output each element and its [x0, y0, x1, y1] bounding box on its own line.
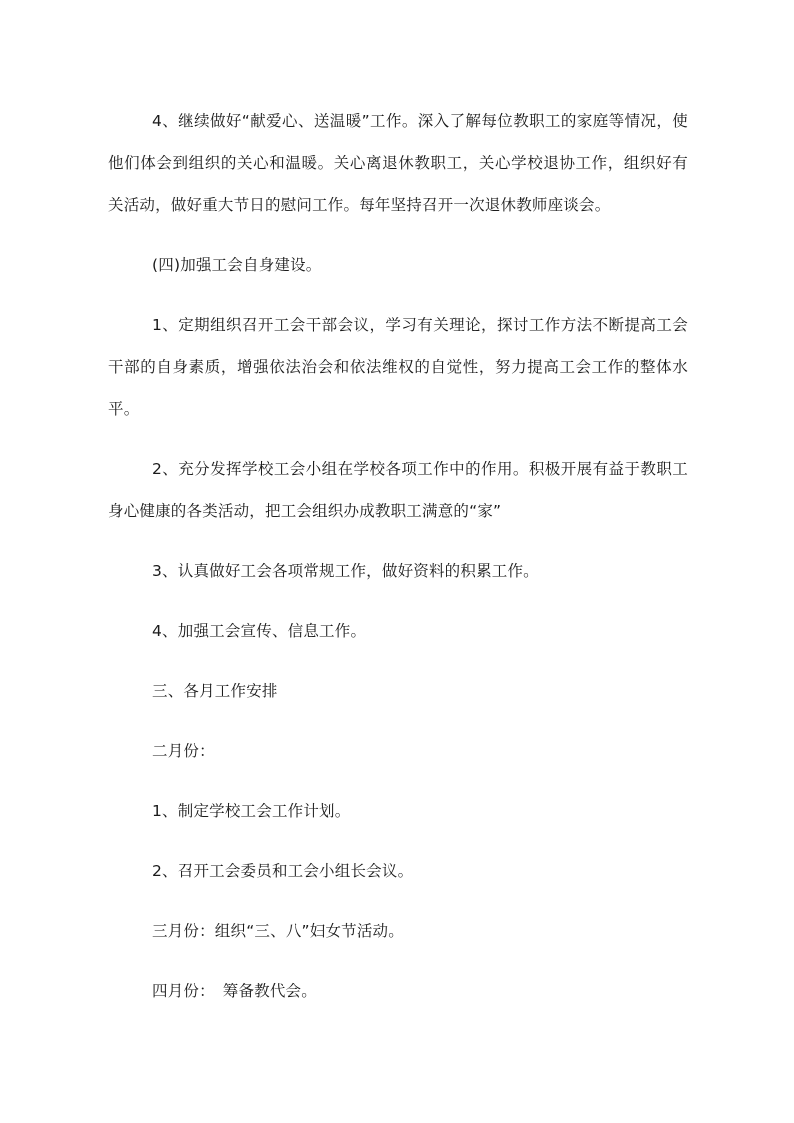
paragraph: 2、充分发挥学校工会小组在学校各项工作中的作用。积极开展有益于教职工身心健康的各类活动，把工会组织办成教职工满意的“家”	[108, 460, 688, 520]
paragraph: 4、继续做好“献爱心、送温暖”工作。深入了解每位教职工的家庭等情况，使他们体会到组织的关心和温暖。关心离退休教职工，关心学校退协工作，组织好有关活动，做好重大节日的慰问工作。每年坚持召开一次退休教师座谈会。	[108, 112, 688, 214]
list-item: 2、召开工会委员和工会小组长会议。	[152, 862, 414, 880]
paragraph: 1、定期组织召开工会干部会议，学习有关理论，探讨工作方法不断提高工会干部的自身素质，增强依法治会和依法维权的自觉性，努力提高工会工作的整体水平。	[108, 316, 688, 418]
document-body	[108, 100, 688, 1012]
month-item: 三月份：组织“三、八”妇女节活动。	[152, 922, 404, 940]
paragraph: 4、加强工会宣传、信息工作。	[152, 622, 367, 640]
month-heading: 二月份：	[152, 742, 215, 760]
month-item: 四月份： 筹备教代会。	[152, 982, 317, 1000]
list-item: 1、制定学校工会工作计划。	[152, 802, 351, 820]
section-heading: (四)加强工会自身建设。	[152, 256, 322, 274]
paragraph: 3、认真做好工会各项常规工作，做好资料的积累工作。	[152, 562, 539, 580]
section-heading: 三、各月工作安排	[152, 682, 278, 700]
